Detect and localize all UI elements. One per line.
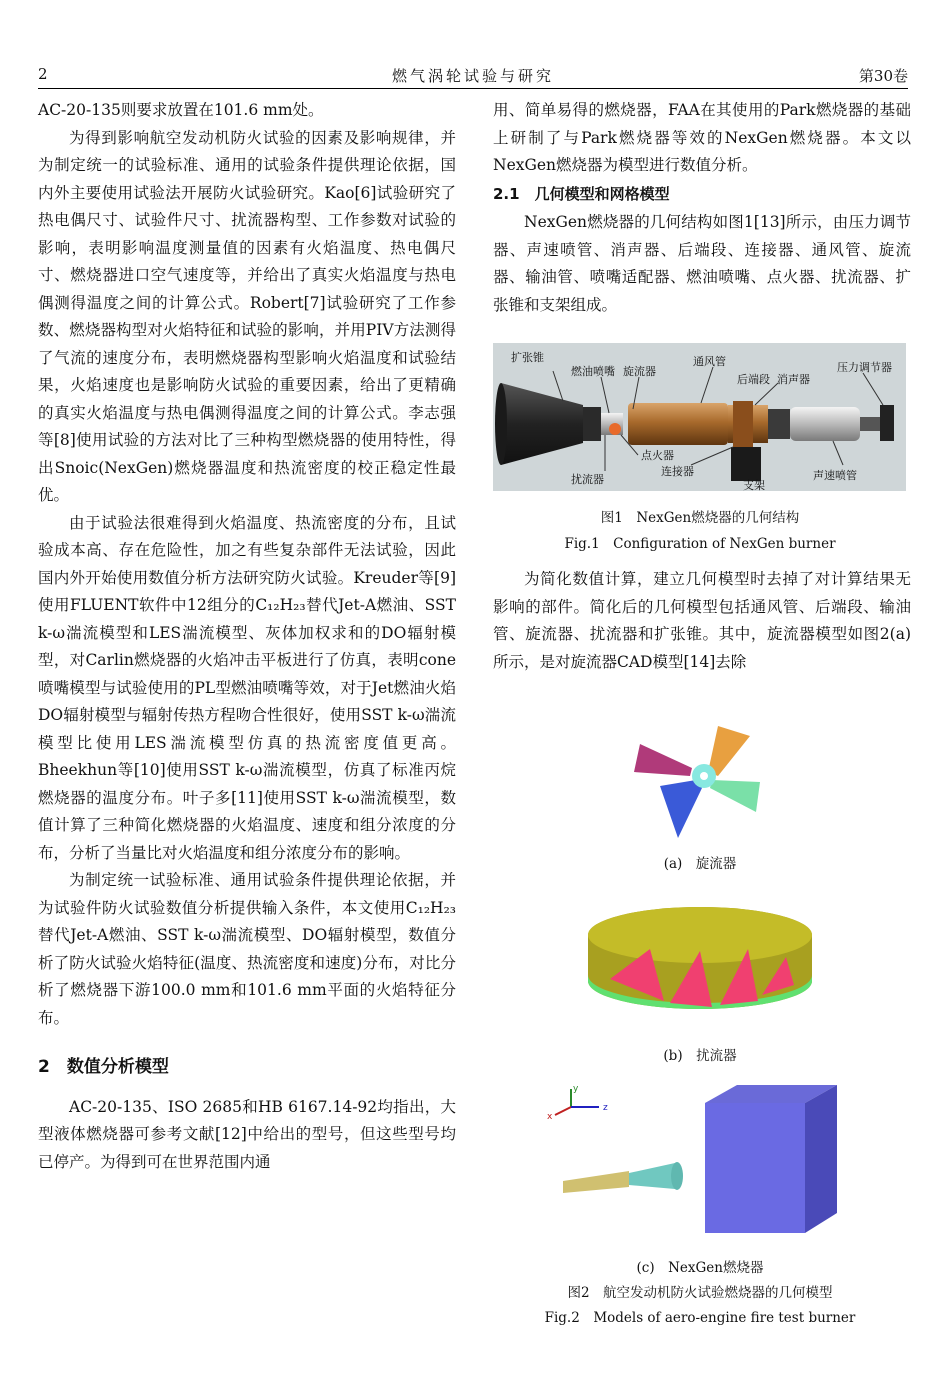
left-column (38, 97, 456, 1176)
label-tongfengguan: 通风管 (693, 355, 726, 368)
figure-2b-label: (b) 扰流器 (663, 1048, 737, 1064)
paragraph-section-2: AC-20-135、ISO 2685和HB 6167.14-92均指出，大型液体燃烧器可参考文献[12]中给出的型号，但这些型号均已停产。为得到可在世界范围内通 (38, 1097, 456, 1171)
label-xiaoshengqi: 消声器 (777, 373, 810, 386)
figure-2a-swirler (600, 716, 800, 846)
label-shengsupenguan: 声速喷管 (813, 469, 857, 482)
turbulator-illustration (580, 905, 820, 1035)
figure-2-caption-en: Fig.2 Models of aero-engine fire test burner (544, 1310, 856, 1326)
label-houduanduan: 后端段 (737, 373, 770, 386)
label-xuanliuqi: 旋流器 (623, 365, 656, 378)
figure-1-caption-cn: 图1 NexGen燃烧器的几何结构 (600, 510, 800, 526)
label-kuozhangzhui: 扩张锥 (511, 351, 544, 364)
axis-y-label: y (573, 1085, 579, 1094)
page-number: 2 (38, 65, 48, 83)
figure-1-burner-photo (493, 343, 906, 491)
axis-x-label: x (547, 1112, 553, 1122)
paragraph-simplification: 为简化数值计算，建立几何模型时去掉了对计算结果无影响的部件。简化后的几何模型包括通风管、后端段、输油管、旋流器、扰流器和扩张锥。其中，旋流器模型如图2(a)所示，是对旋流器CAD模型[14]去除 (493, 570, 911, 671)
figure-2-caption-cn: 图2 航空发动机防火试验燃烧器的几何模型 (567, 1285, 833, 1301)
swirler-illustration (600, 716, 800, 846)
nexgen-model-illustration (545, 1085, 850, 1250)
section-2-1-heading: 2.1 几何模型和网格模型 (493, 184, 670, 203)
right-column (493, 97, 911, 319)
paragraph-nexgen-intro: 用、简单易得的燃烧器，FAA在其使用的Park燃烧器的基础上研制了与Park燃烧器等效的NexGen燃烧器。本文以NexGen燃烧器为模型进行数值分析。 (493, 101, 911, 174)
figure-1-caption-en: Fig.1 Configuration of NexGen burner (564, 536, 836, 552)
paragraph-numerical-methods: 由于试验法很难得到火焰温度、热流密度的分布，且试验成本高、存在危险性，加之有些复杂部件无法试验，因此国内外开始使用数值分析方法研究防火试验。Kreuder等[9]使用FLUENT软件中12组分的C₁₂H₂₃替代Jet-A燃油、SST k-ω湍流模型和LES湍流模型、灰体加权求和的DO辐射模型，对Carlin燃烧器的火焰冲击平板进行了仿真，表明cone喷嘴模型与试验使用的PL型燃油喷嘴等效，对于Jet燃油火焰DO辐射模型与辐射传热方程吻合性很好，使用SST k-ω湍流模型比使用LES湍流模型仿真的热流密度值更高。Bheekhun等[10]使用SST k-ω湍流模型，仿真了标准丙烷燃烧器的温度分布。叶子多[11]使用SST k-ω湍流模型，数值计算了三种简化燃烧器的火焰温度、速度和组分浓度的分布，分析了当量比对火焰温度和组分浓度分布的影响。 (38, 513, 456, 862)
journal-title: 燃气涡轮试验与研究 (391, 67, 554, 85)
label-dianhuoqi: 点火器 (641, 449, 674, 462)
figure-2c-label: (c) NexGen燃烧器 (636, 1260, 764, 1276)
figure-2b-turbulator (580, 905, 820, 1035)
section-2-heading: 2 数值分析模型 (38, 1057, 169, 1077)
paragraph-geometry: NexGen燃烧器的几何结构如图1[13]所示，由压力调节器、声速喷管、消声器、后端段、连接器、通风管、旋流器、输油管、喷嘴适配器、燃油喷嘴、点火器、扰流器、扩张锥和支架组成。 (493, 213, 911, 314)
right-column-lower (493, 566, 911, 676)
volume-label: 第30卷 (858, 67, 908, 85)
burner-illustration (493, 343, 906, 491)
axis-z-label: z (603, 1103, 608, 1113)
paragraph-intro-end: AC-20-135则要求放置在101.6 mm处。 (38, 101, 324, 119)
figure-2a-label: (a) 旋流器 (663, 856, 737, 872)
running-header (38, 62, 908, 89)
label-zhijia: 支架 (743, 479, 765, 491)
paragraph-test-methods: 为得到影响航空发动机防火试验的因素及影响规律，并为制定统一的试验标准、通用的试验条件提供理论依据，国内外主要使用试验法开展防火试验研究。Kao[6]试验研究了热电偶尺寸、试验件尺寸、扰流器构型、工作参数对试验的影响，表明影响温度测量值的因素有火焰温度、热电偶尺寸、燃烧器进口空气速度等，并给出了真实火焰温度与热电偶测得温度之间的计算公式。Robert[7]试验研究了工作参数、燃烧器构型对火焰特征和试验的影响，并用PIV方法测得了气流的速度分布，表明燃烧器构型影响火焰温度和试验结果，火焰速度也是影响防火试验的重要因素，给出了更精确的真实火焰温度与热电偶测得温度之间的计算公式。李志强等[8]使用试验的方法对比了三种构型燃烧器的使用特性，得出Snoic(NexGen)燃烧器温度和热流密度的校正稳定性最优。 (38, 128, 456, 504)
label-raoliuqi: 扰流器 (571, 473, 604, 486)
figure-2c-nexgen-burner (545, 1085, 850, 1250)
label-lianjieqi: 连接器 (661, 465, 694, 478)
label-penzui: 燃油喷嘴 (571, 365, 615, 378)
paragraph-purpose: 为制定统一试验标准、通用试验条件提供理论依据，并为试验件防火试验数值分析提供输入条件，本文使用C₁₂H₂₃替代Jet-A燃油、SST k-ω湍流模型、DO辐射模型，数值分析了防火试验火焰特征(温度、热流密度和速度)分布，对比分析了燃烧器下游100.0 mm和101.6 mm平面的火焰特征分布。 (38, 871, 456, 1027)
label-yalitiaojieqi: 压力调节器 (837, 361, 892, 374)
